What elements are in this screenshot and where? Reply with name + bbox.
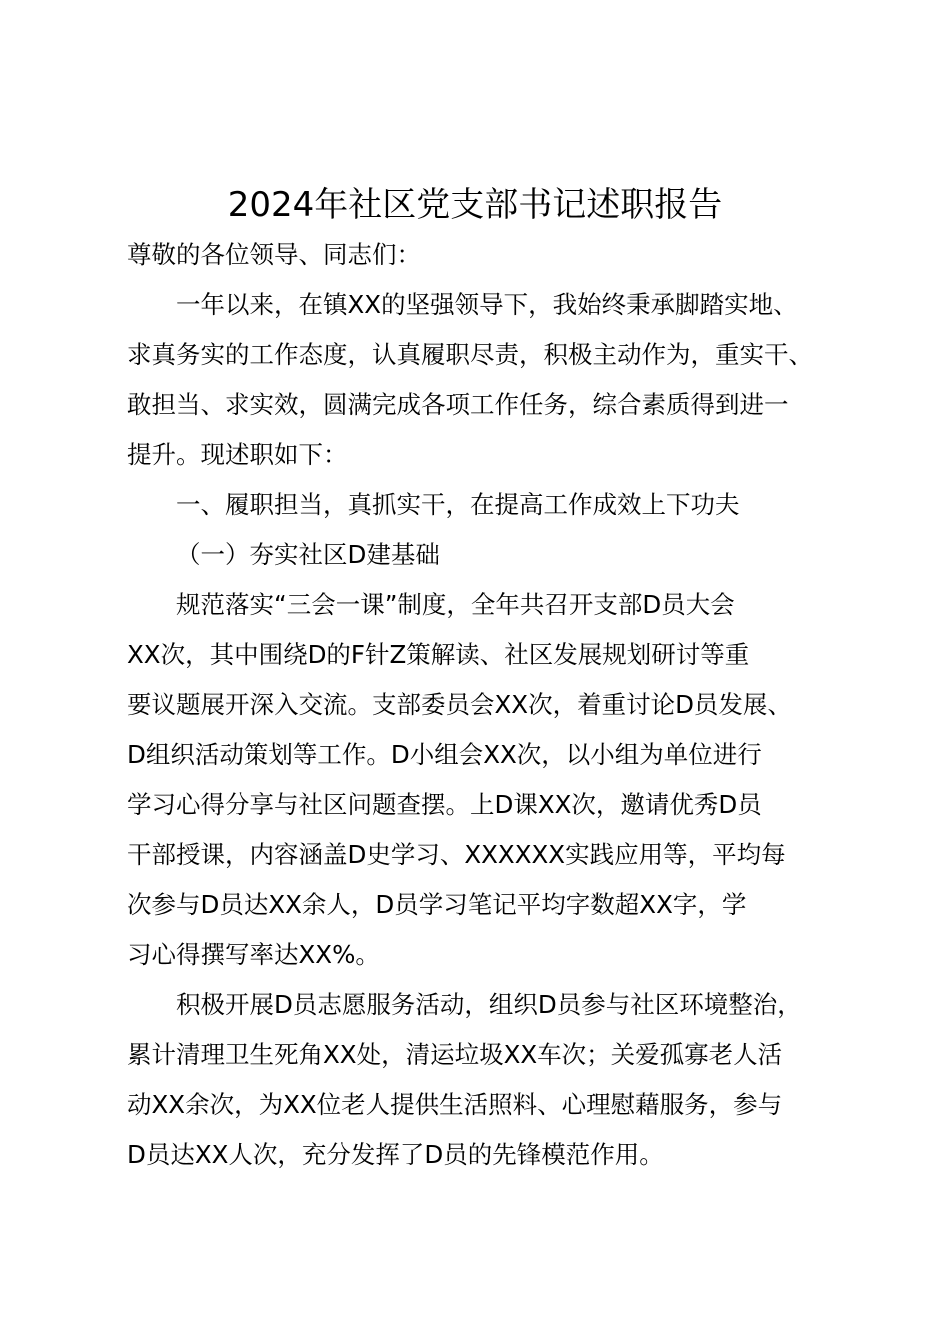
- section-heading: 一、履职担当，真抓实干，在提高工作成效上下功夫: [176, 490, 740, 519]
- paragraph-line: 敢担当、求实效，圆满完成各项工作任务，综合素质得到进一: [127, 390, 789, 419]
- paragraph-line: 累计清理卫生死角XX处，清运垃圾XX车次；关爱孤寡老人活: [127, 1040, 783, 1069]
- document-title: 2024年社区党支部书记述职报告: [227, 185, 723, 225]
- paragraph-line: 规范落实“三会一课”制度，全年共召开支部D员大会: [176, 590, 735, 619]
- paragraph-line: 一年以来，在镇XX的坚强领导下，我始终秉承脚踏实地、: [176, 290, 798, 319]
- paragraph-line: 干部授课，内容涵盖D史学习、XXXXXX实践应用等，平均每: [127, 840, 786, 869]
- paragraph-line: XX次，其中围绕D的F针Z策解读、社区发展规划研讨等重: [127, 640, 750, 669]
- paragraph-line: 要议题展开深入交流。支部委员会XX次，着重讨论D员发展、: [127, 690, 792, 719]
- paragraph-line: 习心得撰写率达XX%。: [127, 940, 380, 969]
- subsection-heading: （一）夯实社区D建基础: [176, 540, 440, 569]
- paragraph-line: 学习心得分享与社区问题查摆。上D课XX次，邀请优秀D员: [127, 790, 762, 819]
- paragraph-line: 求真务实的工作态度，认真履职尽责，积极主动作为，重实干、: [127, 340, 813, 369]
- paragraph-line: 积极开展D员志愿服务活动，组织D员参与社区环境整治，: [176, 990, 802, 1019]
- document-body: [127, 230, 859, 1180]
- paragraph-line: D组织活动策划等工作。D小组会XX次，以小组为单位进行: [127, 740, 762, 769]
- paragraph-line: 提升。现述职如下：: [127, 440, 348, 469]
- paragraph-line: 次参与D员达XX余人，D员学习笔记平均字数超XX字，学: [127, 890, 747, 919]
- paragraph-line: D员达XX人次，充分发挥了D员的先锋模范作用。: [127, 1140, 664, 1169]
- paragraph-line: 动XX余次，为XX位老人提供生活照料、心理慰藉服务，参与: [127, 1090, 783, 1119]
- salutation-line: 尊敬的各位领导、同志们：: [127, 240, 421, 269]
